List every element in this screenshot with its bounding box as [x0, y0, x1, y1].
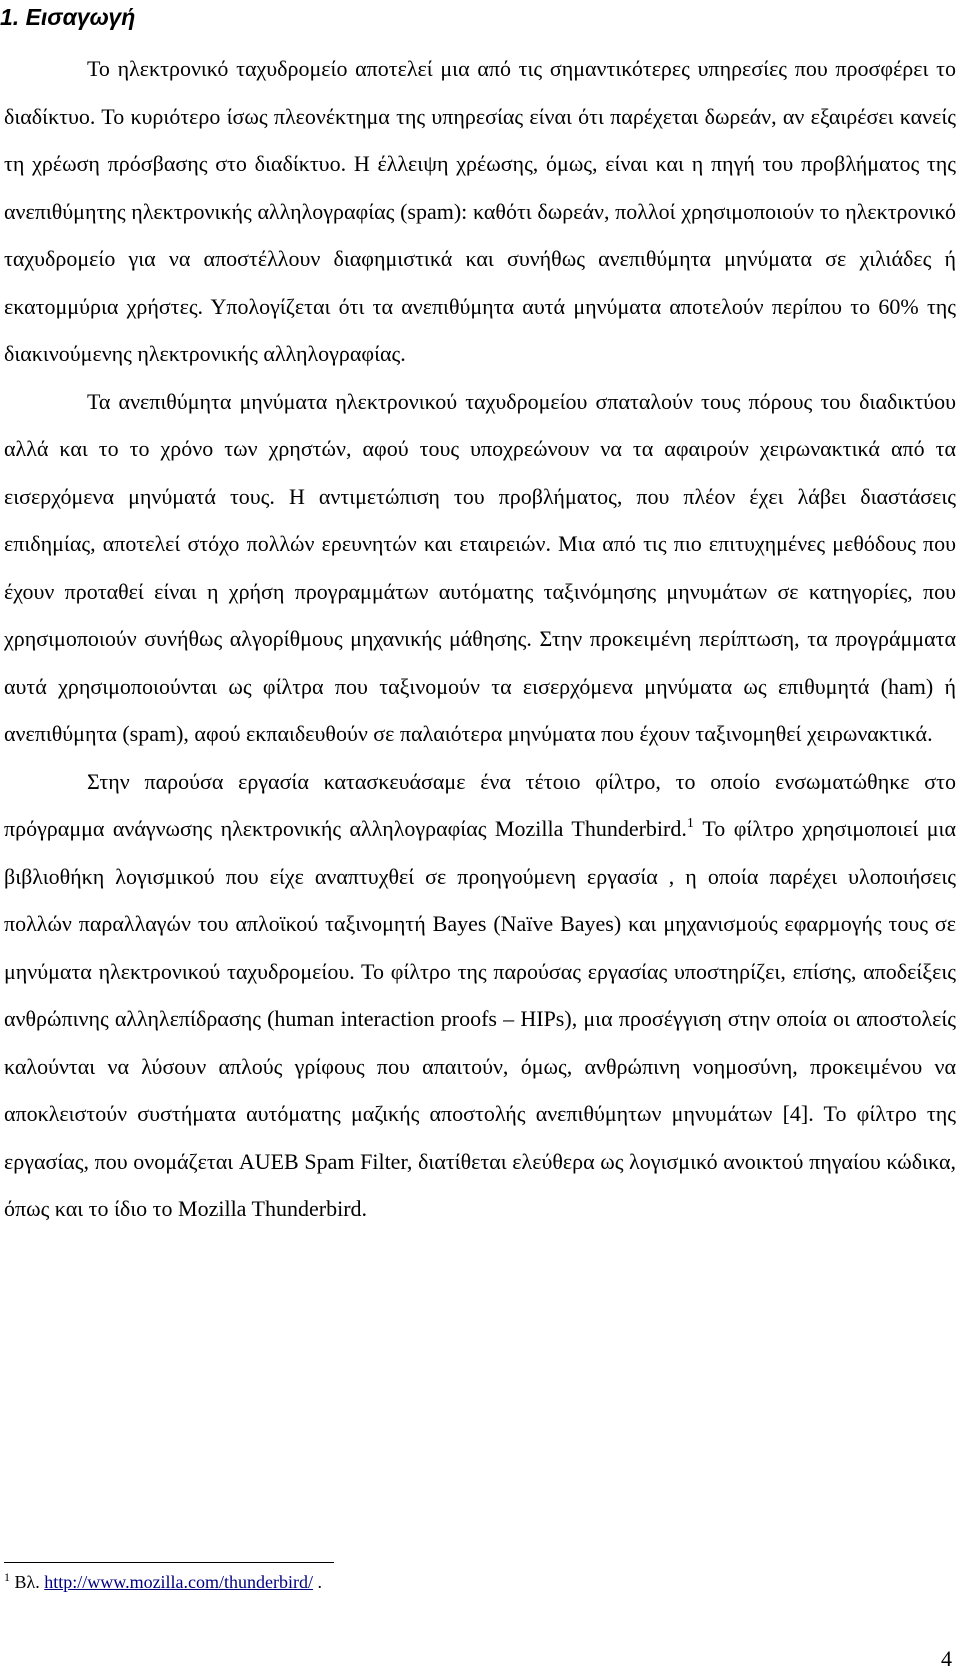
paragraph-3	[4, 758, 956, 1233]
page-number: 4	[941, 1646, 952, 1671]
footnote-separator	[4, 1562, 334, 1563]
footnote-suffix: .	[313, 1572, 323, 1592]
footnote-link[interactable]: http://www.mozilla.com/thunderbird/	[44, 1572, 314, 1592]
footnote-number: 1	[4, 1570, 10, 1584]
paragraph-1: Το ηλεκτρονικό ταχυδρομείο αποτελεί μια από τις σημαντικότερες υπηρεσίες που προσφέρει το διαδίκτυο. Το κυριότερο ίσως πλεονέκτημα της υπηρεσίας είναι ότι παρέχεται δωρεάν, αν εξαιρέσει κανείς τη χρέωση πρόσβασης στο διαδίκτυο. Η έλλειψη χρέωσης, όμως, είναι και η πηγή του προβλήματος της ανεπιθύμητης ηλεκτρονικής αλληλογραφίας (spam): καθότι δωρεάν, πολλοί χρησιμοποιούν το ηλεκτρονικό ταχυδρομείο για να αποστέλλουν διαφημιστικά και συνήθως ανεπιθύμητα μηνύματα σε χιλιάδες ή εκατομμύρια χρήστες. Υπολογίζεται ότι τα ανεπιθύμητα αυτά μηνύματα αποτελούν περίπου το 60% της διακινούμενης ηλεκτρονικής αλληλογραφίας.	[4, 56, 956, 366]
section-heading: 1. Εισαγωγή	[0, 4, 136, 30]
paragraph-2: Τα ανεπιθύμητα μηνύματα ηλεκτρονικού ταχυδρομείου σπαταλούν τους πόρους του διαδικτύου αλλά και το το χρόνο των χρηστών, αφού τους υποχρεώνουν να τα αφαιρούν χειρωνακτικά από τα εισερχόμενα μηνύματά τους. Η αντιμετώπιση του προβλήματος, που πλέον έχει λάβει διαστάσεις επιδημίας, αποτελεί στόχο πολλών ερευνητών και εταιρειών. Μια από τις πιο επιτυχημένες μεθόδους που έχουν προταθεί είναι η χρήση προγραμμάτων αυτόματης ταξινόμησης μηνυμάτων σε κατηγορίες, που χρησιμοποιούν συνήθως αλγορίθμους μηχανικής μάθησης. Στην προκειμένη περίπτωση, τα προγράμματα αυτά χρησιμοποιούνται ως φίλτρα που ταξινομούν τα εισερχόμενα μηνύματα ως επιθυμητά (ham) ή ανεπιθύμητα (spam), αφού εκπαιδευθούν σε παλαιότερα μηνύματα που έχουν ταξινομηθεί χειρωνακτικά.	[4, 388, 956, 746]
footnote-reference[interactable]: 1	[686, 816, 694, 831]
footnote-prefix: Βλ.	[10, 1572, 45, 1592]
footnote	[4, 1569, 322, 1595]
body-text	[4, 45, 956, 1233]
paragraph-3-rest: Το φίλτρο χρησιμοποιεί μια βιβλιοθήκη λογισμικού που είχε αναπτυχθεί σε προηγούμενη εργασία , η οποία παρέχει υλοποιήσεις πολλών παραλλαγών του απλοϊκού ταξινομητή Bayes (Naïve Bayes) και μηχανισμούς εφαρμογής τους σε μηνύματα ηλεκτρονικού ταχυδρομείου. Το φίλτρο της παρούσας εργασίας υποστηρίζει, επίσης, αποδείξεις ανθρώπινης αλληλεπίδρασης (human interaction proofs – HIPs), μια προσέγγιση στην οποία οι αποστολείς καλούνται να λύσουν απλούς γρίφους που απαιτούν, όμως, ανθρώπινη νοημοσύνη, προκειμένου να αποκλειστούν συστήματα αυτόματης μαζικής αποστολής ανεπιθύμητων μηνυμάτων [4]. Το φίλτρο της εργασίας, που ονομάζεται AUEB Spam Filter, διατίθεται ελεύθερα ως λογισμικό ανοικτού πηγαίου κώδικα, όπως και το ίδιο το Mozilla Thunderbird.	[4, 816, 956, 1221]
paragraph-3-start: Στην παρούσα εργασία κατασκευάσαμε ένα τέτοιο φίλτρο, το οποίο ενσωματώθηκε στο πρόγραμμα ανάγνωσης ηλεκτρονικής αλληλογραφίας Mozilla Thunderbird.	[4, 768, 956, 841]
